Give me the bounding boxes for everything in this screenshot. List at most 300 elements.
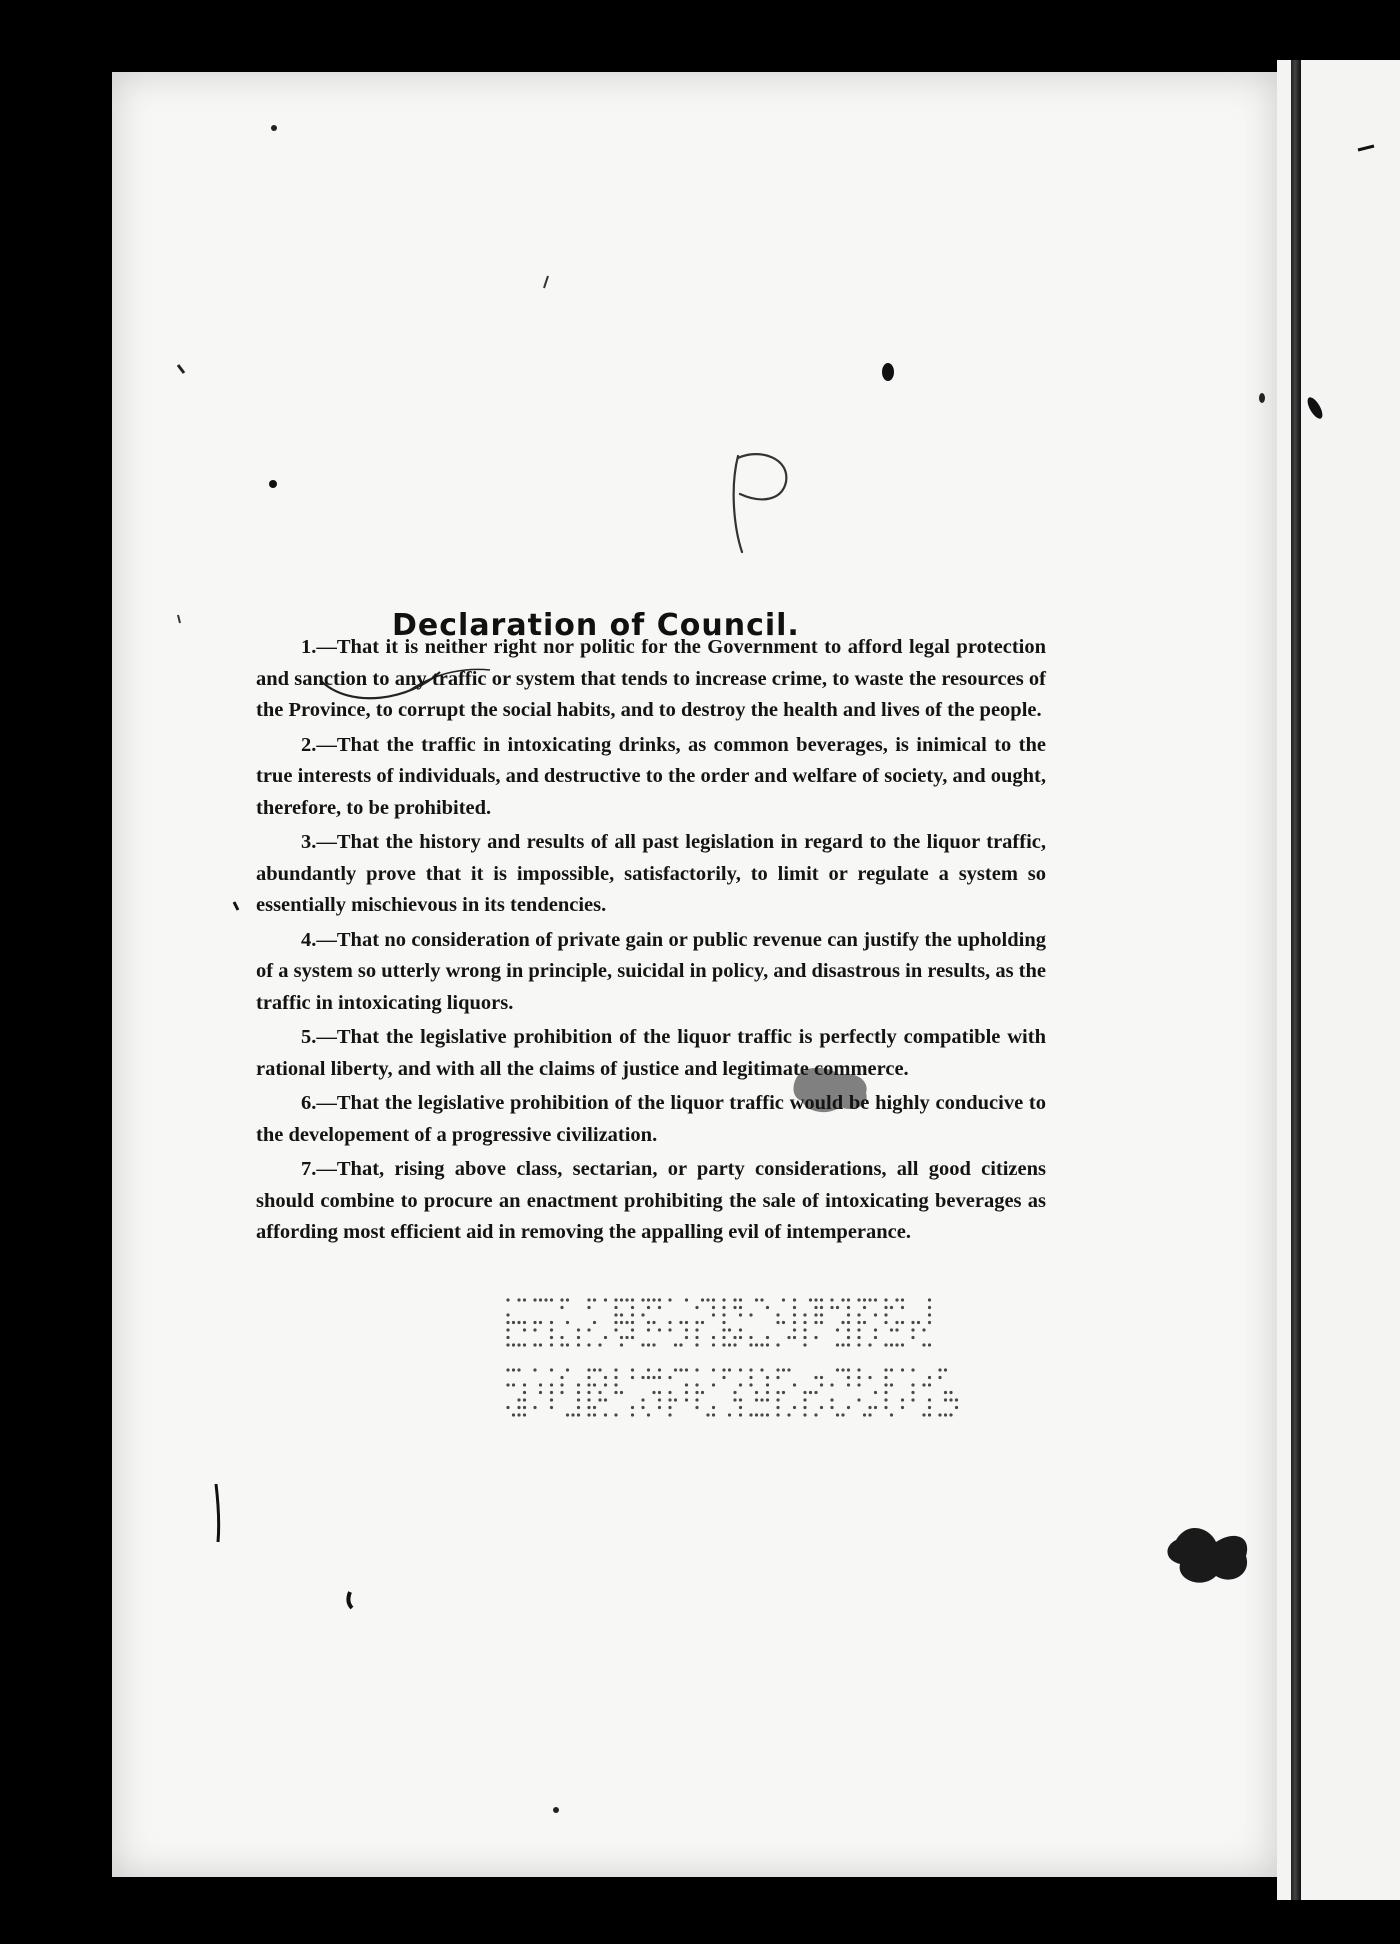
perforation-dot bbox=[733, 1343, 736, 1346]
perforation-dot bbox=[577, 1383, 580, 1386]
perforation-dot bbox=[631, 1321, 634, 1324]
perforation-dot bbox=[668, 1398, 671, 1401]
perforation-dot bbox=[712, 1413, 715, 1416]
perforation-dot bbox=[938, 1413, 941, 1416]
perforation-dot bbox=[836, 1368, 839, 1371]
perforation-dot bbox=[901, 1368, 904, 1371]
perforation-dot bbox=[922, 1383, 925, 1386]
perforation-dot bbox=[814, 1336, 817, 1339]
perforation-dot bbox=[874, 1328, 877, 1331]
perforation-dot bbox=[506, 1298, 509, 1301]
perforation-dot bbox=[928, 1376, 931, 1379]
perforation-dot bbox=[533, 1368, 536, 1371]
perforation-dot bbox=[793, 1306, 796, 1309]
perforation-dot bbox=[587, 1343, 590, 1346]
declaration-body bbox=[256, 632, 1046, 1252]
perforation-dot bbox=[841, 1321, 844, 1324]
perforation-dot bbox=[566, 1368, 569, 1371]
perforation-dot bbox=[890, 1383, 893, 1386]
perforation-dot bbox=[733, 1298, 736, 1301]
perforation-dot bbox=[776, 1376, 779, 1379]
perforation-dot bbox=[814, 1413, 817, 1416]
perforation-dot bbox=[506, 1328, 509, 1331]
perforation-dot bbox=[928, 1306, 931, 1309]
perforation-dot bbox=[820, 1321, 823, 1324]
perforation-dot bbox=[901, 1406, 904, 1409]
perforation-dot bbox=[593, 1406, 596, 1409]
perforation-dot bbox=[647, 1298, 650, 1301]
perforation-dot bbox=[598, 1398, 601, 1401]
perforation-dot bbox=[820, 1383, 823, 1386]
perforation-dot bbox=[884, 1398, 887, 1401]
perforation-dot bbox=[749, 1343, 752, 1346]
perforation-dot bbox=[776, 1406, 779, 1409]
perforation-dot bbox=[803, 1343, 806, 1346]
perforation-dot bbox=[857, 1376, 860, 1379]
perforation-dot bbox=[857, 1298, 860, 1301]
perforation-dot bbox=[647, 1328, 650, 1331]
perforation-dot bbox=[847, 1298, 850, 1301]
perforation-dot bbox=[793, 1383, 796, 1386]
perforation-dot bbox=[884, 1391, 887, 1394]
perforation-dot bbox=[911, 1328, 914, 1331]
perforation-dot bbox=[668, 1328, 671, 1331]
perforation-dot bbox=[739, 1413, 742, 1416]
perforation-dot bbox=[614, 1321, 617, 1324]
perforation-dot bbox=[587, 1368, 590, 1371]
perforation-dot bbox=[728, 1413, 731, 1416]
perforation-dot bbox=[539, 1343, 542, 1346]
perforation-dot bbox=[728, 1343, 731, 1346]
perforation-dot bbox=[841, 1298, 844, 1301]
perforation-dot bbox=[911, 1398, 914, 1401]
perforation-dot bbox=[695, 1398, 698, 1401]
perforation-dot bbox=[604, 1398, 607, 1401]
perforation-dot bbox=[733, 1306, 736, 1309]
perforation-dot bbox=[658, 1376, 661, 1379]
perforation-dot bbox=[523, 1398, 526, 1401]
perforation-dot bbox=[722, 1306, 725, 1309]
perforation-dot bbox=[614, 1306, 617, 1309]
perforation-dot bbox=[652, 1343, 655, 1346]
perforation-dot bbox=[884, 1306, 887, 1309]
perforation-dot bbox=[598, 1343, 601, 1346]
perforation-dot bbox=[814, 1321, 817, 1324]
document-title: Declaration of Council. bbox=[392, 608, 800, 644]
perforation-dot bbox=[620, 1391, 623, 1394]
perforation-dot bbox=[631, 1413, 634, 1416]
perforation-dot bbox=[647, 1413, 650, 1416]
perforation-dot bbox=[587, 1413, 590, 1416]
perforation-dot bbox=[695, 1336, 698, 1339]
perforation-dot bbox=[706, 1298, 709, 1301]
perforation-dot bbox=[593, 1383, 596, 1386]
perforation-dot bbox=[739, 1368, 742, 1371]
perforation-dot bbox=[766, 1376, 769, 1379]
perforation-dot bbox=[631, 1376, 634, 1379]
perforation-dot bbox=[685, 1328, 688, 1331]
perforation-dot bbox=[749, 1383, 752, 1386]
perforation-dot bbox=[722, 1321, 725, 1324]
perforation-dot bbox=[776, 1343, 779, 1346]
perforation-dot bbox=[512, 1413, 515, 1416]
perforation-dot bbox=[685, 1298, 688, 1301]
perforation-dot bbox=[787, 1368, 790, 1371]
perforation-dot bbox=[631, 1406, 634, 1409]
perforation-dot bbox=[766, 1343, 769, 1346]
perforation-dot bbox=[641, 1398, 644, 1401]
perforation-dot bbox=[836, 1306, 839, 1309]
perforation-dot bbox=[847, 1376, 850, 1379]
perforation-dot bbox=[620, 1343, 623, 1346]
perforation-dot bbox=[782, 1391, 785, 1394]
perforation-dot bbox=[604, 1298, 607, 1301]
perforation-dot bbox=[695, 1343, 698, 1346]
perforation-dot bbox=[566, 1321, 569, 1324]
perforation-dot bbox=[814, 1391, 817, 1394]
perforation-dot bbox=[830, 1298, 833, 1301]
perforation-dot bbox=[560, 1376, 563, 1379]
perforation-dot bbox=[760, 1398, 763, 1401]
perforation-dot bbox=[577, 1391, 580, 1394]
perforation-dot bbox=[550, 1328, 553, 1331]
perforation-dot bbox=[695, 1328, 698, 1331]
perforation-dot bbox=[550, 1298, 553, 1301]
perforation-dot bbox=[884, 1313, 887, 1316]
perforation-dot bbox=[901, 1298, 904, 1301]
perforation-dot bbox=[793, 1336, 796, 1339]
perforation-dot bbox=[614, 1376, 617, 1379]
perforation-dot bbox=[928, 1313, 931, 1316]
perforation-dot bbox=[544, 1298, 547, 1301]
perforation-dot bbox=[712, 1383, 715, 1386]
perforation-dot bbox=[863, 1413, 866, 1416]
perforation-dot bbox=[674, 1398, 677, 1401]
perforation-dot bbox=[820, 1298, 823, 1301]
perforation-dot bbox=[847, 1343, 850, 1346]
perforation-dot bbox=[868, 1413, 871, 1416]
perforation-dot bbox=[863, 1306, 866, 1309]
perforation-dot bbox=[614, 1328, 617, 1331]
perforation-dot bbox=[739, 1306, 742, 1309]
perforation-dot bbox=[793, 1406, 796, 1409]
perforation-dot bbox=[749, 1313, 752, 1316]
perforation-dot bbox=[577, 1328, 580, 1331]
perforation-dot bbox=[949, 1391, 952, 1394]
declaration-clause-1: 1.—That it is neither right nor politic for the Government to afford legal protection and sanction to any traffic or system that tends to increase crime, to waste the resources of the Province, to corrupt the social habits, and to destroy the health and lives of the people. bbox=[256, 636, 1046, 721]
perforation-dot bbox=[577, 1406, 580, 1409]
perforation-dot bbox=[685, 1321, 688, 1324]
perforation-dot bbox=[506, 1336, 509, 1339]
perforation-dot bbox=[539, 1383, 542, 1386]
perforation-dot bbox=[506, 1368, 509, 1371]
perforation-dot bbox=[787, 1413, 790, 1416]
perforation-dot bbox=[814, 1306, 817, 1309]
perforation-dot bbox=[647, 1368, 650, 1371]
perforation-dot bbox=[857, 1313, 860, 1316]
perforation-dot bbox=[766, 1391, 769, 1394]
perforation-dot bbox=[695, 1383, 698, 1386]
perforation-dot bbox=[782, 1298, 785, 1301]
perforation-dot bbox=[647, 1343, 650, 1346]
perforation-dot bbox=[755, 1398, 758, 1401]
perforation-dot bbox=[539, 1391, 542, 1394]
perforation-dot bbox=[884, 1406, 887, 1409]
declaration-clause-3: 3.—That the history and results of all past legislation in regard to the liquor traffic, abundantly prove that it is impossible, satisfactorily, to limit or regulate a system so essentially mischievous in its tendencies. bbox=[256, 831, 1046, 916]
perforation-dot bbox=[847, 1406, 850, 1409]
perforation-dot bbox=[803, 1321, 806, 1324]
perforation-dot bbox=[793, 1328, 796, 1331]
perforation-dot bbox=[739, 1298, 742, 1301]
perforated-library-stamp bbox=[502, 1290, 972, 1430]
perforation-dot bbox=[944, 1398, 947, 1401]
perforation-dot bbox=[911, 1336, 914, 1339]
perforation-dot bbox=[658, 1298, 661, 1301]
perforation-dot bbox=[830, 1406, 833, 1409]
perforation-dot bbox=[928, 1321, 931, 1324]
perforation-dot bbox=[577, 1413, 580, 1416]
perforation-dot bbox=[647, 1321, 650, 1324]
perforation-dot bbox=[506, 1406, 509, 1409]
perforation-dot bbox=[631, 1313, 634, 1316]
perforation-dot bbox=[523, 1391, 526, 1394]
perforation-dot bbox=[901, 1306, 904, 1309]
perforation-dot bbox=[506, 1321, 509, 1324]
perforation-dot bbox=[506, 1313, 509, 1316]
perforation-dot bbox=[587, 1391, 590, 1394]
perforation-dot bbox=[652, 1298, 655, 1301]
perforation-dot bbox=[749, 1336, 752, 1339]
perforation-dot bbox=[550, 1398, 553, 1401]
perforation-dot bbox=[847, 1336, 850, 1339]
perforation-dot bbox=[712, 1406, 715, 1409]
perforation-dot bbox=[776, 1398, 779, 1401]
perforation-dot bbox=[841, 1368, 844, 1371]
perforation-dot bbox=[793, 1321, 796, 1324]
perforation-dot bbox=[577, 1336, 580, 1339]
declaration-clause-6: 6.—That the legislative prohibition of the liquor traffic would be highly conducive to the developement of a progressive civilization. bbox=[256, 1092, 1046, 1146]
perforation-dot bbox=[830, 1398, 833, 1401]
perforation-dot bbox=[614, 1391, 617, 1394]
perforation-dot bbox=[550, 1336, 553, 1339]
perforation-dot bbox=[523, 1343, 526, 1346]
perforation-dot bbox=[739, 1313, 742, 1316]
perforation-dot bbox=[658, 1306, 661, 1309]
perforation-dot bbox=[955, 1398, 958, 1401]
perforation-dot bbox=[841, 1413, 844, 1416]
perforation-dot bbox=[560, 1391, 563, 1394]
perforation-dot bbox=[668, 1413, 671, 1416]
perforation-dot bbox=[533, 1321, 536, 1324]
perforation-dot bbox=[766, 1383, 769, 1386]
perforation-dot bbox=[739, 1383, 742, 1386]
perforation-dot bbox=[949, 1413, 952, 1416]
perforation-dot bbox=[587, 1328, 590, 1331]
perforation-dot bbox=[550, 1391, 553, 1394]
perforation-dot bbox=[550, 1383, 553, 1386]
perforation-dot bbox=[739, 1398, 742, 1401]
perforation-dot bbox=[560, 1383, 563, 1386]
perforation-dot bbox=[857, 1343, 860, 1346]
perforation-dot bbox=[863, 1298, 866, 1301]
perforation-dot bbox=[587, 1398, 590, 1401]
perforation-dot bbox=[593, 1413, 596, 1416]
perforation-dot bbox=[809, 1298, 812, 1301]
perforation-dot bbox=[766, 1398, 769, 1401]
perforation-dot bbox=[755, 1298, 758, 1301]
perforation-dot bbox=[766, 1336, 769, 1339]
perforation-dot bbox=[560, 1343, 563, 1346]
perforation-dot bbox=[901, 1398, 904, 1401]
perforation-dot bbox=[884, 1298, 887, 1301]
perforation-dot bbox=[766, 1306, 769, 1309]
perforation-dot bbox=[523, 1413, 526, 1416]
perforation-dot bbox=[766, 1413, 769, 1416]
perforation-dot bbox=[782, 1368, 785, 1371]
perforation-dot bbox=[944, 1391, 947, 1394]
perforation-dot bbox=[868, 1298, 871, 1301]
perforation-dot bbox=[890, 1306, 893, 1309]
perforation-dot bbox=[836, 1343, 839, 1346]
perforation-dot bbox=[593, 1368, 596, 1371]
perforation-dot bbox=[652, 1376, 655, 1379]
perforation-dot bbox=[814, 1313, 817, 1316]
perforation-dot bbox=[722, 1313, 725, 1316]
perforation-dot bbox=[523, 1406, 526, 1409]
perforation-dot bbox=[755, 1343, 758, 1346]
perforation-dot bbox=[847, 1368, 850, 1371]
perforation-dot bbox=[517, 1368, 520, 1371]
perforation-dot bbox=[517, 1413, 520, 1416]
perforation-dot bbox=[944, 1368, 947, 1371]
perforation-dot bbox=[755, 1391, 758, 1394]
perforation-dot bbox=[712, 1306, 715, 1309]
perforation-dot bbox=[598, 1391, 601, 1394]
perforation-dot bbox=[733, 1391, 736, 1394]
perforation-dot bbox=[712, 1343, 715, 1346]
perforation-dot bbox=[614, 1298, 617, 1301]
perforation-dot bbox=[523, 1321, 526, 1324]
perforation-dot bbox=[739, 1406, 742, 1409]
perforation-dot bbox=[566, 1413, 569, 1416]
perforation-dot bbox=[598, 1368, 601, 1371]
perforation-dot bbox=[587, 1306, 590, 1309]
perforation-dot bbox=[722, 1298, 725, 1301]
perforation-dot bbox=[814, 1376, 817, 1379]
perforation-dot bbox=[776, 1413, 779, 1416]
perforation-dot bbox=[955, 1406, 958, 1409]
perforation-dot bbox=[722, 1343, 725, 1346]
perforation-dot bbox=[749, 1376, 752, 1379]
perforation-dot bbox=[803, 1336, 806, 1339]
perforation-dot bbox=[830, 1383, 833, 1386]
perforation-dot bbox=[874, 1298, 877, 1301]
perforation-dot bbox=[847, 1313, 850, 1316]
perforation-dot bbox=[793, 1313, 796, 1316]
perforation-dot bbox=[874, 1336, 877, 1339]
perforation-dot bbox=[922, 1413, 925, 1416]
perforation-dot bbox=[614, 1413, 617, 1416]
perforation-dot bbox=[517, 1343, 520, 1346]
perforation-dot bbox=[874, 1406, 877, 1409]
perforation-dot bbox=[922, 1328, 925, 1331]
perforation-dot bbox=[631, 1306, 634, 1309]
perforation-dot bbox=[749, 1368, 752, 1371]
perforation-dot bbox=[695, 1321, 698, 1324]
perforation-dot bbox=[868, 1343, 871, 1346]
perforation-dot bbox=[668, 1406, 671, 1409]
perforation-dot bbox=[857, 1383, 860, 1386]
perforation-dot bbox=[803, 1406, 806, 1409]
perforation-dot bbox=[928, 1413, 931, 1416]
perforation-dot bbox=[820, 1306, 823, 1309]
perforation-dot bbox=[652, 1321, 655, 1324]
perforation-dot bbox=[517, 1406, 520, 1409]
perforation-dot bbox=[911, 1368, 914, 1371]
perforation-dot bbox=[506, 1383, 509, 1386]
perforation-dot bbox=[512, 1368, 515, 1371]
perforation-dot bbox=[587, 1298, 590, 1301]
perforation-dot bbox=[641, 1313, 644, 1316]
perforation-dot bbox=[679, 1321, 682, 1324]
perforation-dot bbox=[820, 1376, 823, 1379]
perforation-dot bbox=[620, 1321, 623, 1324]
perforation-dot bbox=[884, 1321, 887, 1324]
perforation-dot bbox=[625, 1321, 628, 1324]
perforation-dot bbox=[857, 1336, 860, 1339]
perforation-dot bbox=[836, 1328, 839, 1331]
perforation-dot bbox=[685, 1398, 688, 1401]
perforation-dot bbox=[911, 1391, 914, 1394]
perforation-dot bbox=[641, 1406, 644, 1409]
perforation-dot bbox=[523, 1328, 526, 1331]
perforation-dot bbox=[512, 1343, 515, 1346]
perforation-dot bbox=[782, 1321, 785, 1324]
perforation-dot bbox=[722, 1336, 725, 1339]
perforation-dot bbox=[658, 1391, 661, 1394]
perforation-dot bbox=[679, 1343, 682, 1346]
perforation-dot bbox=[760, 1368, 763, 1371]
perforation-dot bbox=[604, 1376, 607, 1379]
perforation-dot bbox=[917, 1321, 920, 1324]
perforation-dot bbox=[614, 1313, 617, 1316]
perforation-dot bbox=[701, 1391, 704, 1394]
perforation-dot bbox=[728, 1328, 731, 1331]
perforation-dot bbox=[571, 1413, 574, 1416]
perforation-dot bbox=[928, 1343, 931, 1346]
perforation-dot bbox=[712, 1336, 715, 1339]
perforation-dot bbox=[620, 1336, 623, 1339]
perforation-dot bbox=[911, 1383, 914, 1386]
perforation-dot bbox=[566, 1298, 569, 1301]
perforation-dot bbox=[928, 1398, 931, 1401]
perforation-dot bbox=[868, 1406, 871, 1409]
perforation-dot bbox=[560, 1306, 563, 1309]
perforation-dot bbox=[550, 1406, 553, 1409]
perforation-dot bbox=[901, 1321, 904, 1324]
perforation-dot bbox=[814, 1298, 817, 1301]
perforation-dot bbox=[593, 1298, 596, 1301]
perforation-dot bbox=[625, 1298, 628, 1301]
perforation-dot bbox=[658, 1368, 661, 1371]
perforation-dot bbox=[593, 1321, 596, 1324]
perforation-dot bbox=[614, 1368, 617, 1371]
perforation-dot bbox=[820, 1313, 823, 1316]
perforation-dot bbox=[668, 1376, 671, 1379]
perforation-dot bbox=[631, 1328, 634, 1331]
perforation-dot bbox=[890, 1368, 893, 1371]
perforation-dot bbox=[679, 1368, 682, 1371]
